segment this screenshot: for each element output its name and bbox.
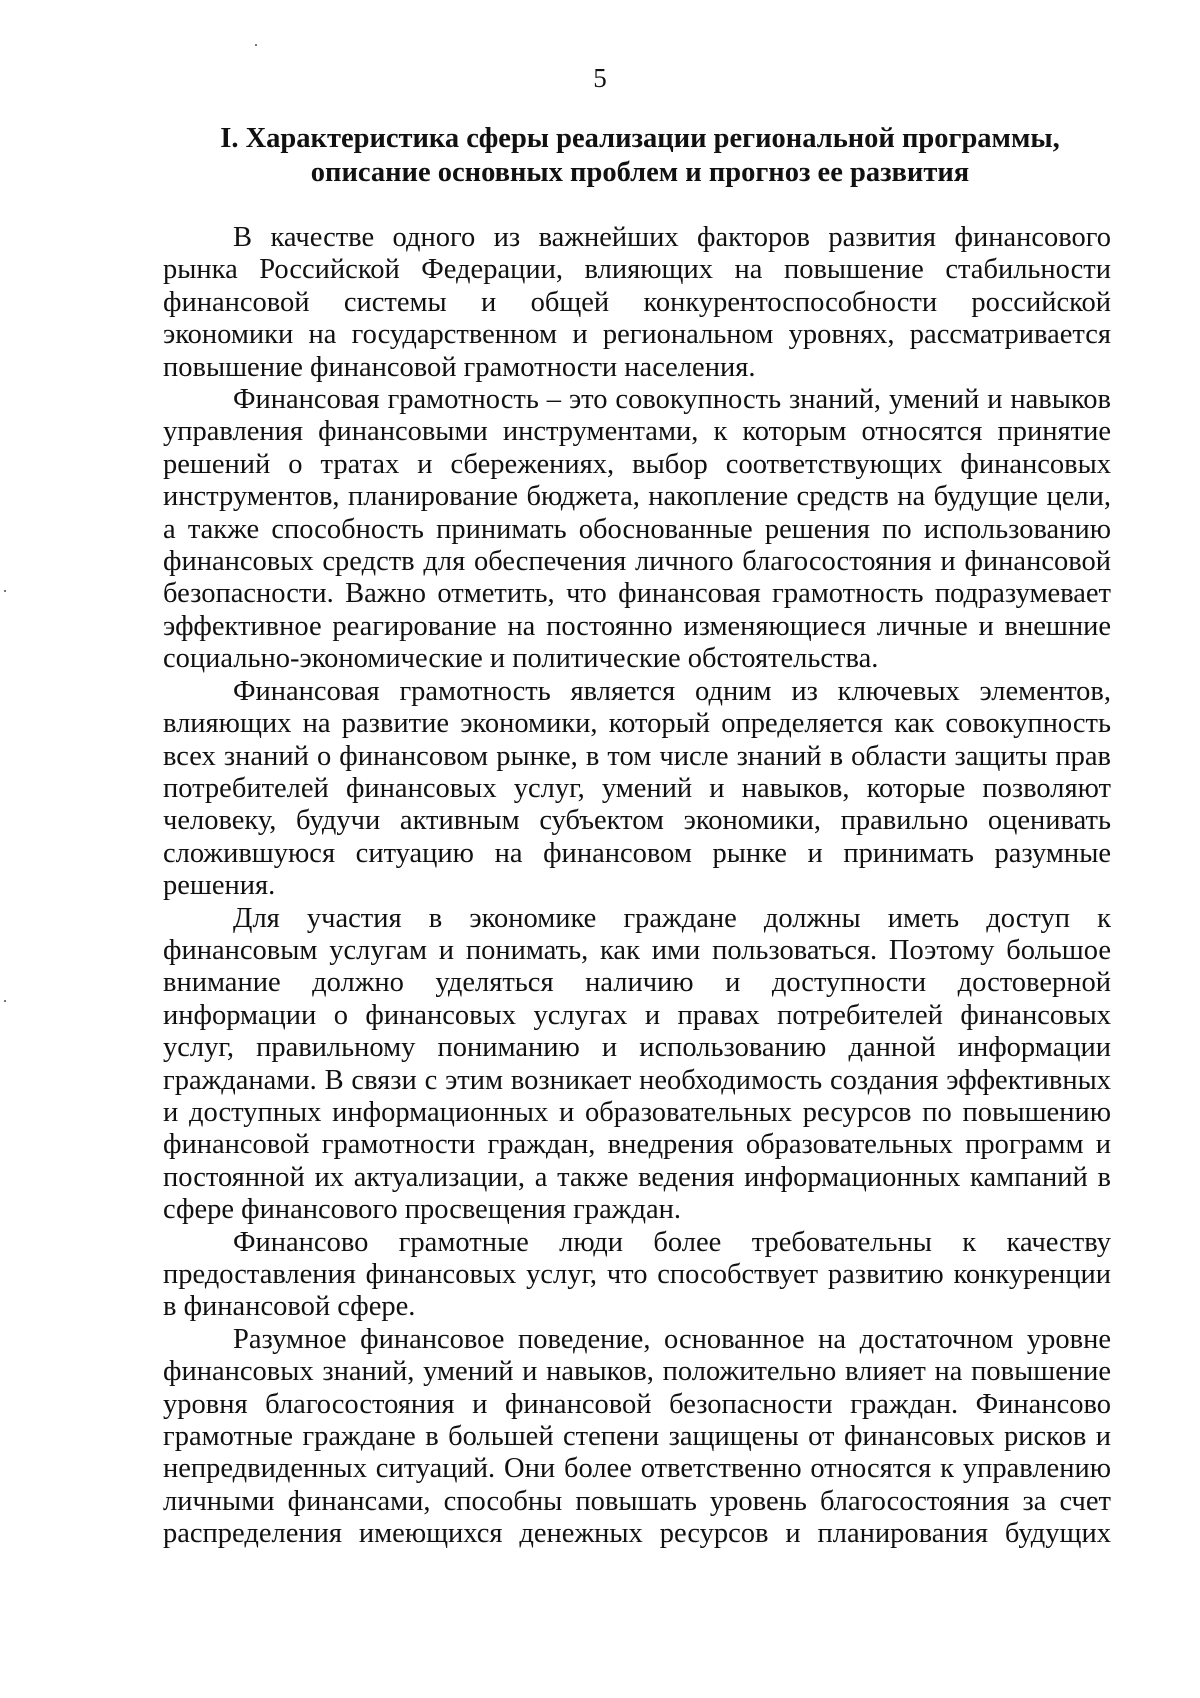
section-heading-line-1: I. Характеристика сферы реализации региональной программы, [220, 123, 1060, 154]
paragraph: Финансовая грамотность является одним из ключевых элементов, влияющих на развитие экономики, который определяется как совокупность всех знаний о финансовом рынке, в том числе знаний в области защиты прав потребителей финансовых услуг, умений и навыков, которые позволяют человеку, будучи активным субъектом экономики, правильно оценивать сложившуюся ситуацию на финансовом рынке и принимать разумные решения. [163, 675, 1111, 902]
scan-speck [255, 44, 257, 46]
section-heading [150, 122, 1130, 190]
page-number: 5 [593, 63, 607, 93]
section-heading-line-2: описание основных проблем и прогноз ее развития [310, 157, 970, 188]
scan-speck [4, 1000, 6, 1002]
paragraph: Разумное финансовое поведение, основанное на достаточном уровне финансовых знаний, умений и навыков, положительно влияет на повышение уровня благосостояния и финансовой безопасности граждан. Финансово грамотные граждане в большей степени защищены от финансовых рисков и непредвиденных ситуаций. Они более ответственно относятся к управлению личными финансами, способны повышать уровень благосостояния за счет распределения имеющихся денежных ресурсов и планирования будущих [163, 1323, 1111, 1550]
paragraph: В качестве одного из важнейших факторов развития финансового рынка Российской Федерации, влияющих на повышение стабильности финансовой системы и общей конкурентоспособности российской экономики на государственном и региональном уровнях, рассматривается повышение финансовой грамотности населения. [163, 222, 1111, 383]
paragraph: Финансово грамотные люди более требовательны к качеству предоставления финансовых услуг, что способствует развитию конкуренции в финансовой сфере. [163, 1226, 1111, 1323]
scan-speck [4, 590, 6, 592]
paragraph: Для участия в экономике граждане должны иметь доступ к финансовым услугам и понимать, как ими пользоваться. Поэтому большое внимание должно уделяться наличию и доступности достоверной информации о финансовых услугах и правах потребителей финансовых услуг, правильному пониманию и использованию данной информации гражданами. В связи с этим возникает необходимость создания эффективных и доступных информационных и образовательных ресурсов по повышению финансовой грамотности граждан, внедрения образовательных программ и постоянной их актуализации, а также ведения информационных кампаний в сфере финансового просвещения граждан. [163, 902, 1111, 1226]
paragraph: Финансовая грамотность – это совокупность знаний, умений и навыков управления финансовыми инструментами, к которым относятся принятие решений о тратах и сбережениях, выбор соответствующих финансовых инструментов, планирование бюджета, накопление средств на будущие цели, а также способность принимать обоснованные решения по использованию финансовых средств для обеспечения личного благосостояния и финансовой безопасности. Важно отметить, что финансовая грамотность подразумевает эффективное реагирование на постоянно изменяющиеся личные и внешние социально-экономические и политические обстоятельства. [163, 384, 1111, 675]
body-text [163, 222, 1111, 1551]
